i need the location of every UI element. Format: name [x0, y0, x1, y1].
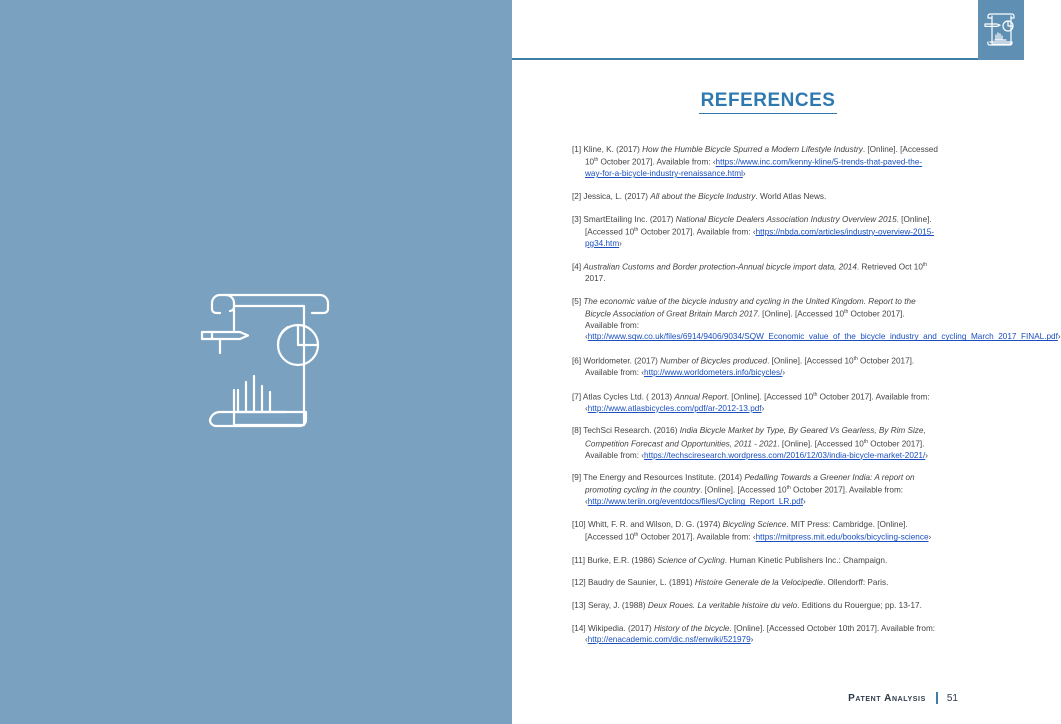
reference-title: India Bicycle Market by Type, By Geared Vs Gearless, By Rim Size, Competition Forecast and Opportunities, 2011 - 2021 [585, 426, 926, 449]
reference-text: . Editions du Rouergue; pp. 13-17. [797, 601, 922, 611]
reference-title: Science of Cycling [657, 555, 725, 565]
reference-text: › [925, 450, 928, 460]
reference-text: Kline, K. (2017) [581, 145, 643, 154]
reference-text: TechSci Research. (2016) [581, 426, 680, 436]
reference-title: The economic value of the bicycle industry and cycling in the United Kingdom. Report to the Bicycle Association of Great Britain March 2017 [583, 297, 916, 319]
reference-item [572, 144, 938, 179]
header-rule [512, 58, 978, 60]
reference-text: . [Online]. [Accessed 10 [757, 309, 845, 319]
ordinal-suffix: th [922, 262, 928, 269]
reference-number: [14] [572, 623, 586, 633]
reference-number: [9] [572, 473, 582, 483]
reference-text: October 2017]. Available from: ‹ [585, 356, 915, 378]
reference-text: › [619, 238, 622, 248]
reference-text: . [Online]. [Accessed 10 [700, 486, 787, 496]
reference-link[interactable]: https://techsciresearch.wordpress.com/2016/12/03/india-bicycle-market-2021/ [644, 450, 926, 460]
reference-number: [1] [572, 145, 582, 154]
reference-title: Number of Bicycles produced [660, 356, 768, 366]
ordinal-suffix: th [844, 309, 849, 316]
reference-number: [11] [572, 555, 586, 565]
reference-text: Atlas Cycles Ltd. ( 2013) [581, 392, 675, 402]
page-footer [848, 692, 958, 704]
reference-item [572, 390, 938, 414]
reference-text: 2017. [585, 274, 606, 284]
reference-text: . [Online]. [Accessed 10 [726, 392, 814, 402]
ordinal-suffix: th [863, 438, 869, 445]
reference-text: October 2017]. Available from: ‹ [585, 309, 905, 342]
reference-text: Wikipedia. (2017) [585, 623, 654, 633]
reference-text: › [928, 532, 932, 542]
references-list [572, 144, 1061, 657]
reference-text: SmartEtailing Inc. (2017) [581, 214, 676, 224]
reference-text: › [750, 635, 754, 644]
reference-item [572, 577, 938, 588]
reference-number: [6] [572, 356, 582, 366]
reference-item [572, 623, 938, 645]
reference-text: . Retrieved Oct 10 [856, 263, 923, 273]
reference-text: › [1057, 332, 1061, 342]
reference-text: . MIT Press: Cambridge. [Online]. [Accessed 10 [585, 520, 908, 542]
reference-link[interactable]: http://www.worldometers.info/bicycles/ [644, 368, 783, 378]
reference-text: . Ollendorff: Paris. [822, 578, 889, 588]
reference-text: October 2017]. Available from: ‹ [585, 486, 904, 507]
reference-item [572, 214, 938, 249]
reference-text: › [803, 497, 806, 507]
page-number: 51 [946, 692, 958, 704]
ordinal-suffix: th [853, 356, 858, 363]
reference-number: [8] [572, 426, 582, 436]
reference-text: October 2017]. Available from: ‹ [585, 439, 925, 460]
footer-divider [936, 692, 938, 704]
reference-title: National Bicycle Dealers Association Industry Overview 2015 [675, 214, 897, 224]
reference-text: The Energy and Resources Institute. (2014) [581, 473, 745, 483]
reference-title: Pedalling Towards a Greener India: A report on promoting cycling in the country [585, 473, 915, 496]
ordinal-suffix: th [786, 485, 791, 492]
reference-item [572, 555, 938, 566]
reference-number: [13] [572, 601, 586, 611]
reference-text: . [Online]. [Accessed 10 [767, 356, 854, 366]
reference-text: . [Online]. [Accessed 10 [585, 145, 938, 167]
reference-text: Worldometer. (2017) [581, 356, 661, 366]
reference-title: Histoire Generale de la Velocipedie [694, 578, 823, 588]
reference-number: [2] [572, 191, 582, 201]
reference-text: Jessica, L. (2017) [581, 191, 651, 201]
ordinal-suffix: th [634, 226, 639, 233]
page-title-text: REFERENCES [699, 90, 838, 114]
reference-title: History of the bicycle [653, 623, 730, 633]
reference-item [572, 519, 938, 543]
corner-badge [978, 0, 1024, 60]
reference-text: Burke, E.R. (1986) [585, 555, 658, 565]
reference-text: . [Online]. [Accessed October 10th 2017]. Available from: ‹ [585, 623, 936, 644]
reference-link[interactable]: https://www.inc.com/kenny-kline/5-trends-that-paved-the-way-for-a-bicycle-industry-renaissance.html [585, 157, 923, 179]
ordinal-suffix: th [634, 532, 639, 539]
reference-title: Deux Roues. La veritable histoire du velo [647, 601, 798, 611]
reference-number: [10] [572, 520, 586, 530]
reference-text: Whitt, F. R. and Wilson, D. G. (1974) [585, 520, 723, 530]
reference-text: Baudry de Saunier, L. (1891) [585, 578, 695, 588]
reference-text: › [782, 368, 786, 378]
document-chart-illustration-icon [200, 290, 340, 440]
ordinal-suffix: th [594, 157, 599, 164]
reference-link[interactable]: https://nbda.com/articles/industry-overview-2015-pg34.htm [585, 227, 934, 248]
reference-item [572, 354, 938, 378]
reference-item [572, 260, 938, 284]
reference-text: October 2017]. Available from: ‹ [638, 227, 756, 237]
left-color-panel [0, 0, 512, 724]
reference-item [572, 472, 938, 507]
reference-text: October 2017]. Available from: ‹ [598, 157, 716, 167]
reference-link[interactable]: http://enacademic.com/dic.nsf/enwiki/521979 [587, 635, 751, 644]
reference-text: › [761, 403, 765, 413]
reference-text: . World Atlas News. [755, 191, 827, 201]
reference-text: . [Online]. [Accessed 10 [777, 439, 864, 449]
page-title [512, 90, 1024, 114]
document-chart-icon [978, 0, 1024, 60]
reference-number: [3] [572, 214, 582, 224]
reference-link[interactable]: http://www.atlasbicycles.com/pdf/ar-2012-13.pdf [587, 403, 762, 413]
reference-title: Annual Report [674, 392, 727, 402]
reference-text: . [Online]. [Accessed 10 [585, 214, 932, 237]
reference-text: › [742, 169, 746, 179]
reference-item [572, 191, 938, 202]
reference-text: Seray, J. (1988) [585, 601, 648, 611]
references-page [512, 0, 1061, 724]
reference-item [572, 600, 938, 611]
reference-link[interactable]: http://www.teriin.org/eventdocs/files/Cycling_Report_LR.pdf [587, 497, 803, 507]
reference-link[interactable]: http://www.sqw.co.uk/files/6914/9406/9034/SQW_Economic_value_of_the_bicycle_industry_and_cycling_March_2017_FINAL.pdf [587, 332, 1058, 342]
reference-title: How the Humble Bicycle Spurred a Modern Lifestyle Industry [642, 145, 863, 154]
reference-title: Australian Customs and Border protection-Annual bicycle import data, 2014 [583, 263, 857, 273]
reference-title: Bicycling Science [722, 520, 787, 530]
reference-number: [12] [572, 578, 586, 588]
reference-link[interactable]: https://mitpress.mit.edu/books/bicycling-science [755, 532, 929, 542]
reference-text: October 2017]. Available from: ‹ [585, 392, 930, 413]
reference-text: October 2017]. Available from: ‹ [638, 532, 756, 542]
footer-section-label: Patent Analysis [848, 692, 926, 704]
reference-item [572, 296, 1061, 343]
ordinal-suffix: th [813, 391, 818, 398]
reference-number: [4] [572, 263, 582, 273]
reference-number: [5] [572, 297, 582, 307]
reference-number: [7] [572, 392, 582, 402]
reference-text: . Human Kinetic Publishers Inc.: Champaign. [724, 555, 888, 565]
reference-title: All about the Bicycle Industry [650, 191, 756, 201]
reference-item [572, 425, 938, 460]
